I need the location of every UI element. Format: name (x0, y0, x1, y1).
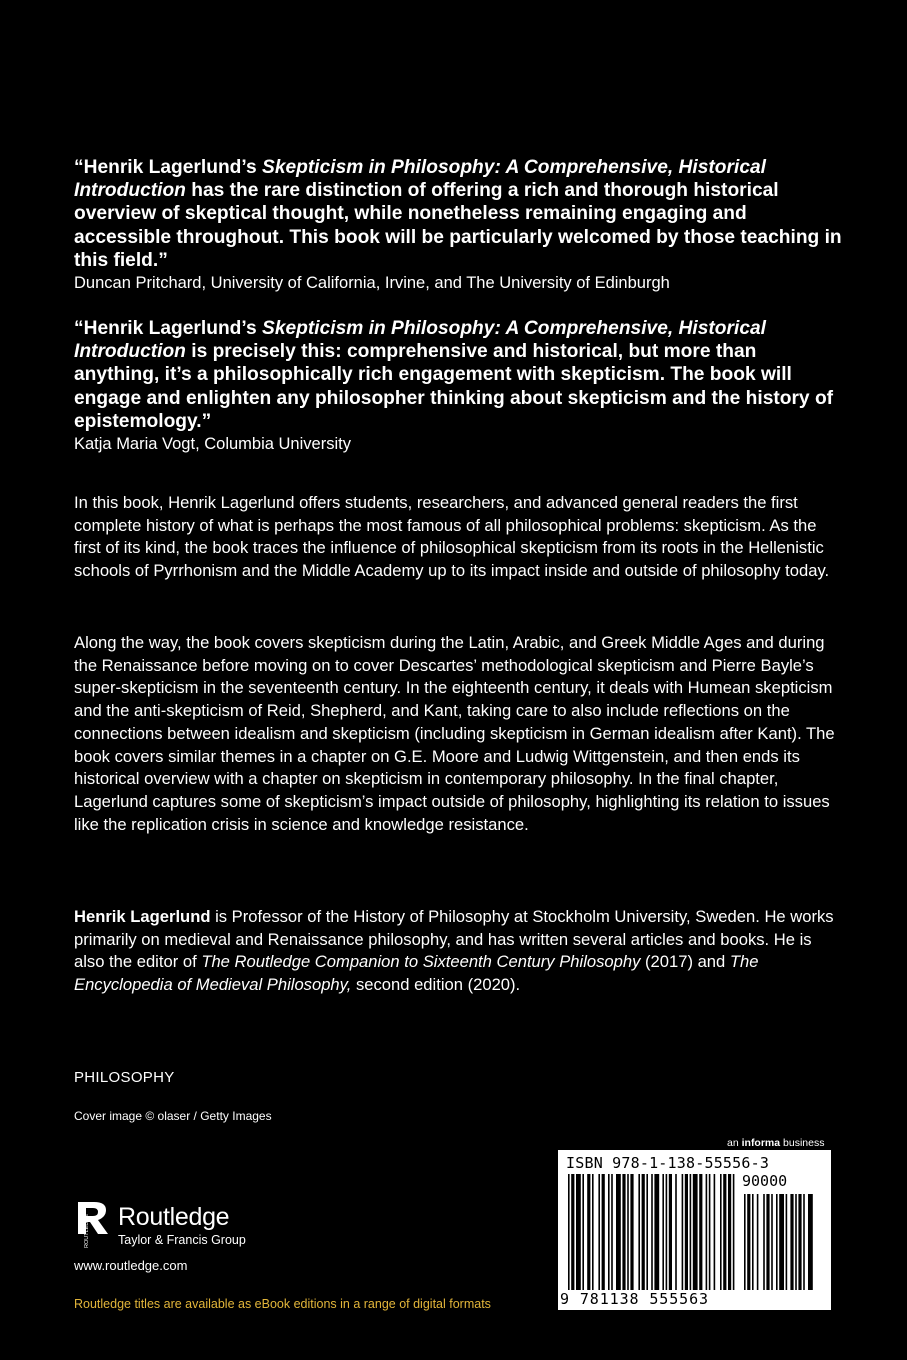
price-addon: 90000 (742, 1172, 788, 1190)
endorsement-quote: “Henrik Lagerlund’s Skepticism in Philosophy: A Comprehensive, Historical Introduction is precisely this: comprehensive and historical, but more than anything, it’s a philosophically rich engagement with skepticism. The book will engage and enlighten any philosopher thinking about skepticism and the history of epistemology.” (74, 318, 834, 432)
endorsement-2 (74, 317, 844, 455)
edited-book-1: The Routledge Companion to Sixteenth Century Philosophy (201, 952, 641, 972)
book-title: Skepticism in Philosophy: A Comprehensive, Historical Introduction (74, 157, 766, 202)
routledge-mark-icon (74, 1200, 114, 1254)
endorsement-1 (74, 156, 844, 294)
barcode-bars (558, 1150, 831, 1310)
routledge-logo (74, 1200, 246, 1259)
svg-text:ROUTLEDGE: ROUTLEDGE (84, 1213, 90, 1248)
edited-book-2: The Encyclopedia of Medieval Philosophy, (74, 952, 759, 995)
isbn-barcode (558, 1150, 831, 1310)
publisher-group: Taylor & Francis Group (118, 1233, 246, 1247)
endorsement-attribution: Katja Maria Vogt, Columbia University (74, 435, 351, 454)
description-paragraph-1: In this book, Henrik Lagerlund offers students, researchers, and advanced general readers the first complete history of what is perhaps the most famous of all philosophical problems: skepticism. As the first of its kind, the book traces the influence of philosophical skepticism from its roots in the Hellenistic schools of Pyrrhonism and the Middle Academy up to its impact inside and outside of philosophy today. (74, 493, 830, 581)
ean-digits: 9 781138 555563 (560, 1290, 709, 1308)
subject-category: PHILOSOPHY (74, 1069, 175, 1086)
author-name: Henrik Lagerlund (74, 907, 211, 926)
publisher-name: Routledge (118, 1203, 230, 1231)
description-paragraph-2: Along the way, the book covers skepticism during the Latin, Arabic, and Greek Middle Ages and during the Renaissance before moving on to cover Descartes’ methodological skepticism and Pierre Bayle’s super-skepticism in the seventeenth century. In the eighteenth century, it deals with Humean skepticism and the anti-skepticism of Reid, Shepherd, and Kant, taking care to also include reflections on the connections between idealism and skepticism (including skepticism in German idealism after Kant). The book covers similar themes in a chapter on G.E. Moore and Ludwig Wittgenstein, and then ends its historical overview with a chapter on skepticism in contemporary philosophy. In the final chapter, Lagerlund captures some of skepticism’s impact outside of philosophy, highlighting its relation to issues like the replication crisis in science and knowledge resistance. (74, 633, 835, 834)
informa-tagline: an informa business (727, 1137, 825, 1149)
endorsement-attribution: Duncan Pritchard, University of California, Irvine, and The University of Edinburgh (74, 274, 670, 293)
isbn-label: ISBN 978-1-138-55556-3 (566, 1154, 770, 1172)
ebook-note: Routledge titles are available as eBook editions in a range of digital formats (74, 1297, 491, 1311)
cover-credit: Cover image © olaser / Getty Images (74, 1109, 272, 1123)
book-title: Skepticism in Philosophy: A Comprehensive, Historical Introduction (74, 318, 766, 363)
endorsement-quote: “Henrik Lagerlund’s Skepticism in Philosophy: A Comprehensive, Historical Introduction has the rare distinction of offering a rich and thorough historical overview of skeptical thought, while nonetheless remaining engaging and accessible throughout. This book will be particularly welcomed by those teaching in this field.” (74, 157, 842, 271)
publisher-website: www.routledge.com (74, 1258, 188, 1273)
author-bio: Henrik Lagerlund is Professor of the History of Philosophy at Stockholm University, Sweden. He works primarily on medieval and Renaissance philosophy, and has written several articles and books. He is also the editor of The Routledge Companion to Sixteenth Century Philosophy (2017) and The Encyclopedia of Medieval Philosophy, second edition (2020). (74, 907, 834, 995)
